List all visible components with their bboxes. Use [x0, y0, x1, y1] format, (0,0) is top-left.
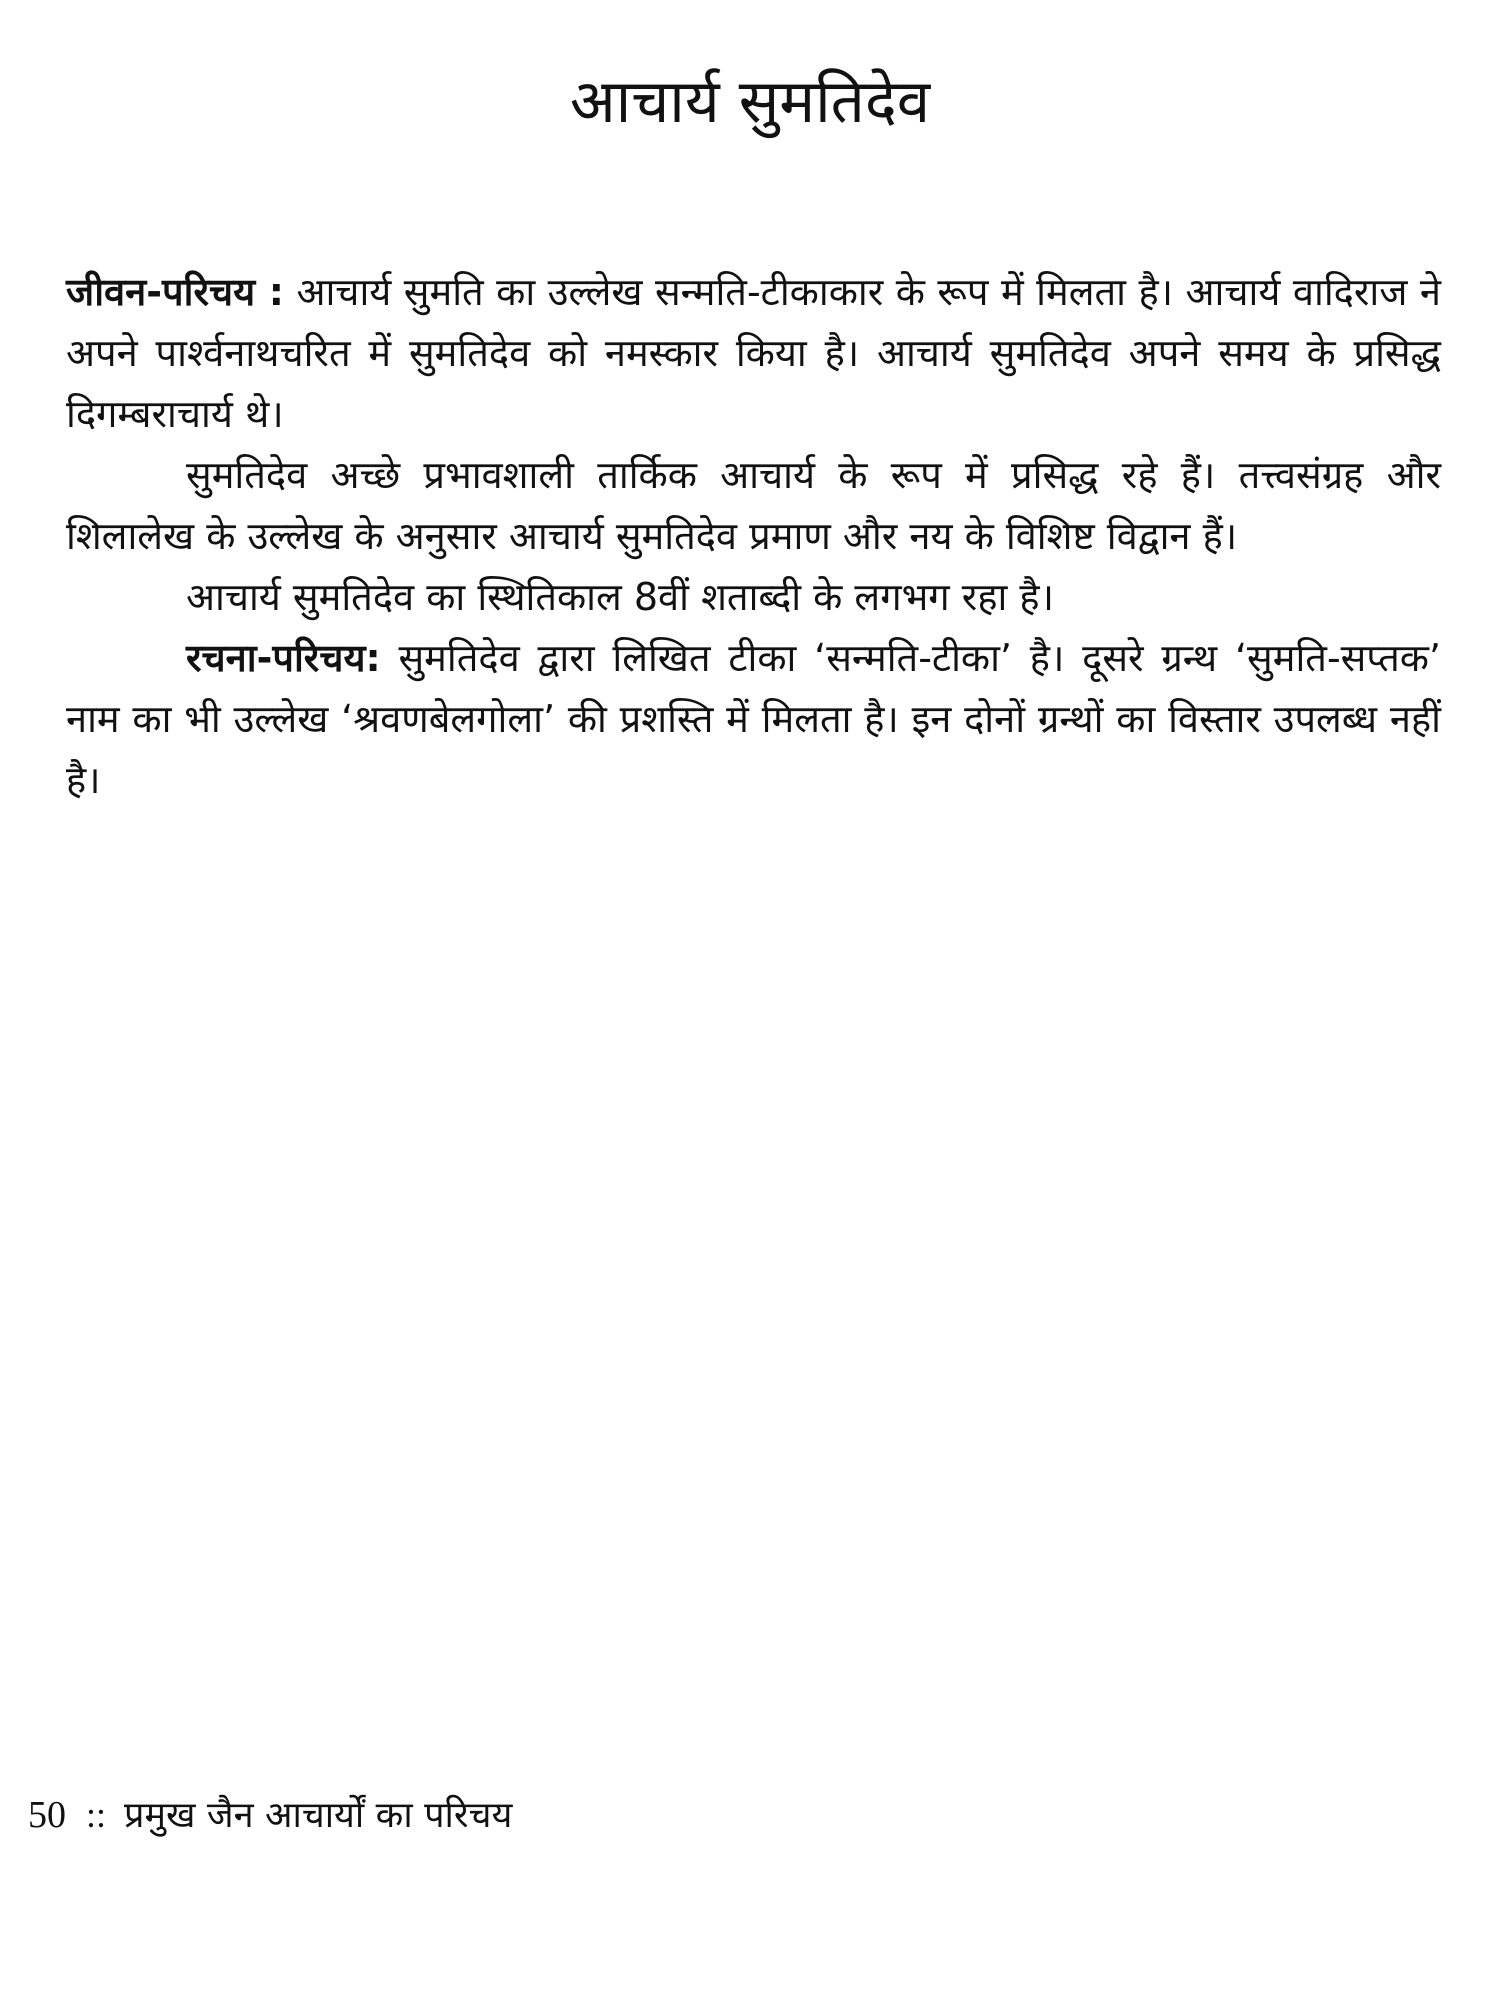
- paragraph-text: आचार्य सुमतिदेव का स्थितिकाल 8वीं शताब्दी के लगभग रहा है।: [186, 575, 1055, 619]
- body-text: [66, 262, 1441, 811]
- paragraph-works-intro: [66, 628, 1441, 811]
- page-number: 50: [28, 1794, 66, 1836]
- section-heading-life: जीवन-परिचय :: [66, 270, 284, 314]
- page-title: आचार्य सुमतिदेव: [569, 67, 931, 137]
- footer-separator: ::: [86, 1795, 107, 1835]
- running-title: प्रमुख जैन आचार्यों का परिचय: [124, 1795, 513, 1836]
- paragraph-period: [66, 567, 1441, 628]
- paragraph-text: सुमतिदेव अच्छे प्रभावशाली तार्किक आचार्य के रूप में प्रसिद्ध रहे हैं। तत्त्वसंग्रह और शिलालेख के उल्लेख के अनुसार आचार्य सुमतिदेव प्रमाण और नय के विशिष्ट विद्वान हैं।: [66, 453, 1441, 558]
- paragraph-reputation: [66, 445, 1441, 567]
- paragraph-text: आचार्य सुमति का उल्लेख सन्मति-टीकाकार के रूप में मिलता है। आचार्य वादिराज ने अपने पार्श्वनाथचरित में सुमतिदेव को नमस्कार किया है। आचार्य सुमतिदेव अपने समय के प्रसिद्ध दिगम्बराचार्य थे।: [66, 270, 1442, 436]
- section-heading-works: रचना-परिचय:: [186, 636, 381, 680]
- paragraph-text: सुमतिदेव द्वारा लिखित टीका ‘सन्मति-टीका’ है। दूसरे ग्रन्थ ‘सुमति-सप्तक’ नाम का भी उल्लेख ‘श्रवणबेलगोला’ की प्रशस्ति में मिलता है। इन दोनों ग्रन्थों का विस्तार उपलब्ध नहीं है।: [66, 636, 1441, 802]
- paragraph-life-intro: [66, 262, 1441, 445]
- page-footer: [28, 1790, 512, 1841]
